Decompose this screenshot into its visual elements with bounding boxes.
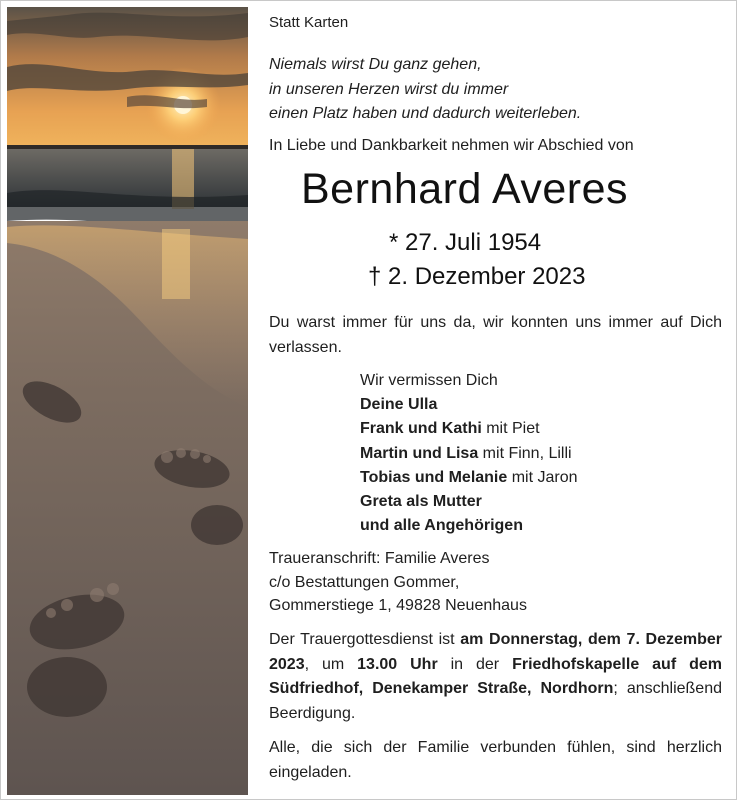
beach-sunset-photo (7, 7, 248, 795)
address-line: Traueranschrift: Familie Averes (269, 550, 490, 567)
mourners-block (360, 369, 578, 538)
address-line: Gommerstiege 1, 49828 Neuenhaus (269, 597, 527, 614)
mourner-line: Greta als Mutter (360, 493, 482, 511)
verse-line: in unseren Herzen wirst du immer (269, 80, 509, 98)
tribute-text: Du warst immer für uns da, wir konnten uns immer auf Dich verlassen. (269, 314, 722, 356)
mourner-line: und alle Angehörigen (360, 517, 523, 535)
deceased-name: Bernhard Averes (301, 165, 629, 213)
verse-line: einen Platz haben und dadurch weiterleben. (269, 105, 582, 122)
funeral-service-text: Der Trauergottesdienst ist am Donnerstag, dem 7. Dezember 2023, um 13.00 Uhr in der Friedhofskapelle auf dem Südfriedhof, Denekamper Straße, Nordhorn; anschließend Beerdigung. (269, 631, 723, 722)
death-date: † 2. Dezember 2023 (368, 263, 586, 290)
memorial-verse (269, 53, 581, 127)
mourner-line: Tobias und Melanie mit Jaron (360, 468, 578, 486)
mourner-line: Martin und Lisa mit Finn, Lilli (360, 444, 572, 462)
statt-karten-note: Statt Karten (269, 14, 349, 31)
verse-line: Niemals wirst Du ganz gehen, (269, 56, 482, 73)
farewell-intro: In Liebe und Dankbarkeit nehmen wir Abschied von (269, 137, 634, 154)
mourners-intro: Wir vermissen Dich (360, 372, 498, 389)
birth-date: * 27. Juli 1954 (389, 229, 542, 256)
invitation-text: Alle, die sich der Familie verbunden fühlen, sind herzlich eingeladen. (269, 739, 722, 781)
mourner-line: Deine Ulla (360, 396, 438, 414)
mourning-address (269, 547, 527, 618)
address-line: c/o Bestattungen Gommer, (269, 573, 460, 591)
mourner-line: Frank und Kathi mit Piet (360, 420, 540, 438)
